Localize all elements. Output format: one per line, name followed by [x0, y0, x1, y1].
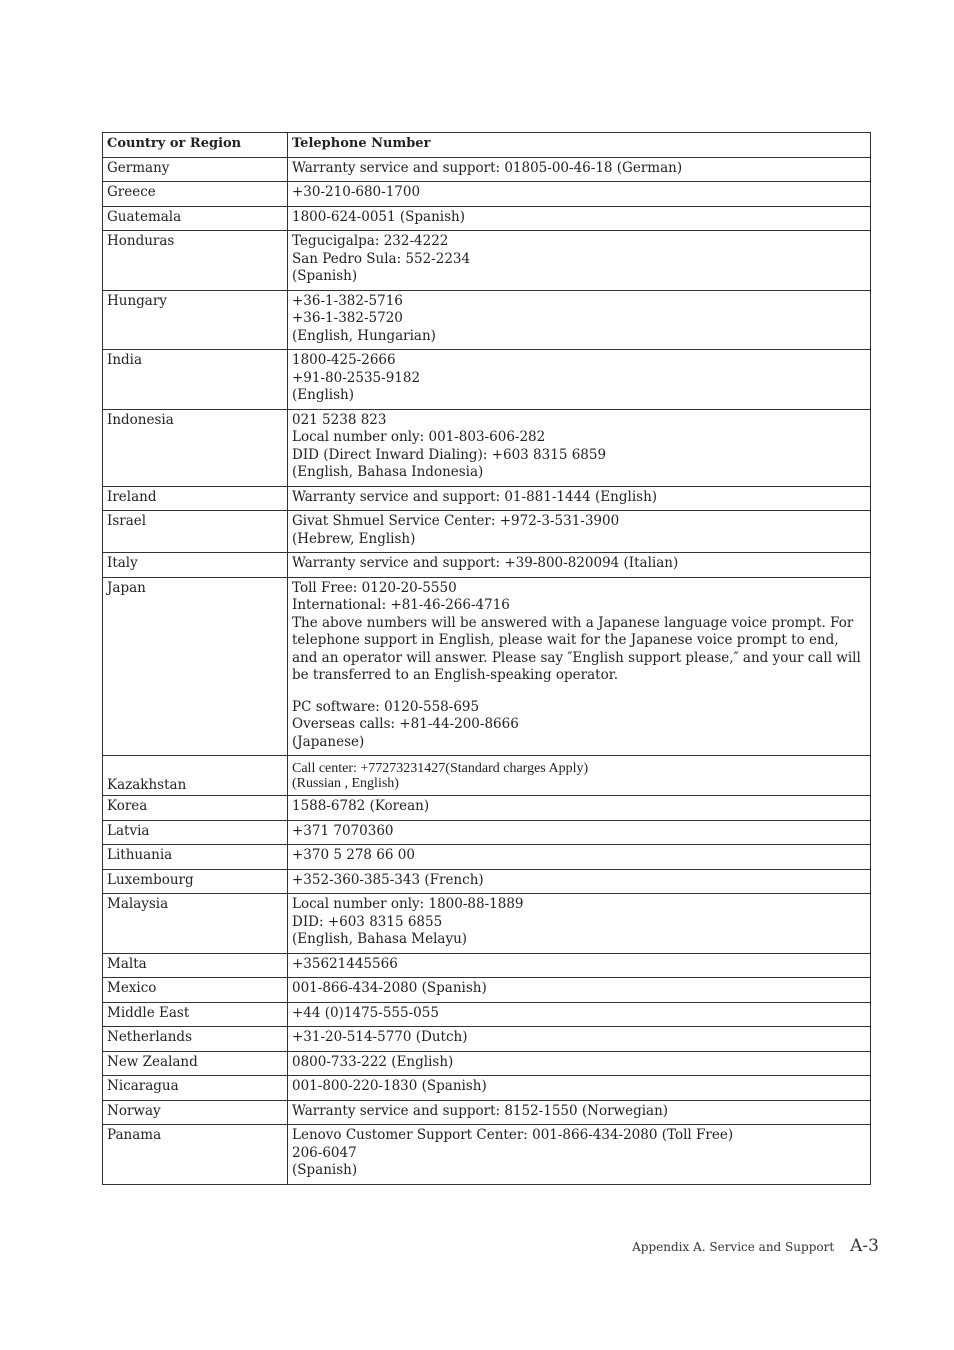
phone-cell — [288, 1076, 871, 1101]
phone-line: DID: +603 8315 6855 — [292, 913, 443, 930]
phone-line: Local number only: 001-803-606-282 — [292, 429, 546, 445]
table-row — [103, 1076, 871, 1101]
table-row — [103, 157, 871, 182]
table-row — [103, 978, 871, 1003]
phone-cell — [288, 869, 871, 894]
country-cell: Guatemala — [103, 206, 288, 231]
country-cell: Japan — [103, 577, 288, 756]
phone-cell — [288, 756, 871, 796]
phone-cell — [288, 290, 871, 350]
country-cell: India — [103, 350, 288, 410]
table-body — [103, 157, 871, 1184]
page-number: A-3 — [850, 1236, 879, 1256]
table-row — [103, 577, 871, 756]
phone-cell — [288, 953, 871, 978]
table-row — [103, 409, 871, 486]
table-row — [103, 182, 871, 207]
phone-line: Warranty service and support: 8152-1550 (Norwegian) — [292, 1102, 669, 1119]
phone-line: 1800-425-2666 — [292, 352, 396, 368]
table-row — [103, 845, 871, 870]
table-row — [103, 290, 871, 350]
table-row — [103, 756, 871, 796]
table-row — [103, 553, 871, 578]
phone-line: +91-80-2535-9182 — [292, 369, 421, 386]
country-cell: Norway — [103, 1100, 288, 1125]
country-cell: Luxembourg — [103, 869, 288, 894]
phone-line: (English, Bahasa Indonesia) — [292, 464, 484, 480]
phone-line: 021 5238 823 — [292, 411, 387, 428]
country-cell: Greece — [103, 182, 288, 207]
phone-line: 0800-733-222 (English) — [292, 1053, 454, 1070]
country-cell: Honduras — [103, 231, 288, 291]
country-cell: Mexico — [103, 978, 288, 1003]
phone-cell — [288, 182, 871, 207]
phone-line: (Hebrew, English) — [292, 530, 416, 547]
table-row — [103, 1002, 871, 1027]
phone-line: 001-800-220-1830 (Spanish) — [292, 1078, 487, 1094]
table-row — [103, 231, 871, 291]
phone-cell — [288, 978, 871, 1003]
phone-cell — [288, 1002, 871, 1027]
header-phone: Telephone Number — [288, 133, 871, 158]
phone-cell — [288, 486, 871, 511]
phone-cell — [288, 553, 871, 578]
country-cell: Israel — [103, 511, 288, 553]
phone-line: 206-6047 — [292, 1144, 357, 1161]
table-row — [103, 350, 871, 410]
phone-line: +44 (0)1475-555-055 — [292, 1004, 439, 1021]
country-cell: Kazakhstan — [103, 756, 288, 796]
phone-cell — [288, 350, 871, 410]
phone-line: Local number only: 1800-88-1889 — [292, 896, 524, 912]
phone-line: International: +81-46-266-4716 — [292, 597, 510, 613]
country-cell: Latvia — [103, 820, 288, 845]
phone-line: San Pedro Sula: 552-2234 — [292, 250, 471, 267]
phone-cell — [288, 1125, 871, 1185]
phone-line: +31-20-514-5770 (Dutch) — [292, 1029, 468, 1045]
phone-cell — [288, 820, 871, 845]
page-footer — [632, 1236, 879, 1256]
phone-cell — [288, 206, 871, 231]
phone-line: Warranty service and support: 01805-00-46-18 (German) — [292, 159, 683, 176]
country-cell: Nicaragua — [103, 1076, 288, 1101]
phone-line: +370 5 278 66 00 — [292, 847, 415, 863]
phone-line: PC software: 0120-558-695 — [292, 698, 480, 715]
table-header-row — [103, 133, 871, 158]
phone-line: 1800-624-0051 (Spanish) — [292, 208, 466, 225]
country-cell: Korea — [103, 796, 288, 821]
table-row — [103, 1125, 871, 1185]
country-cell: Lithuania — [103, 845, 288, 870]
country-cell: Malaysia — [103, 894, 288, 954]
phone-line: (English, Hungarian) — [292, 327, 436, 344]
phone-line: Tegucigalpa: 232-4222 — [292, 233, 449, 249]
phone-line: (English) — [292, 387, 354, 403]
support-phone-table — [102, 132, 871, 1185]
phone-line: 001-866-434-2080 (Spanish) — [292, 980, 487, 996]
country-cell: Indonesia — [103, 409, 288, 486]
phone-line: +30-210-680-1700 — [292, 184, 421, 200]
footer-section-title: Appendix A. Service and Support — [632, 1240, 835, 1254]
country-cell: Ireland — [103, 486, 288, 511]
phone-cell — [288, 845, 871, 870]
country-cell: Malta — [103, 953, 288, 978]
country-cell: Hungary — [103, 290, 288, 350]
country-cell: New Zealand — [103, 1051, 288, 1076]
phone-cell — [288, 894, 871, 954]
country-cell: Panama — [103, 1125, 288, 1185]
country-cell: Germany — [103, 157, 288, 182]
table-row — [103, 1100, 871, 1125]
phone-cell — [288, 511, 871, 553]
table-row — [103, 511, 871, 553]
phone-line: (English, Bahasa Melayu) — [292, 931, 468, 947]
phone-line: Toll Free: 0120-20-5550 — [292, 579, 457, 596]
phone-cell — [288, 1051, 871, 1076]
table-row — [103, 869, 871, 894]
phone-line: +371 7070360 — [292, 822, 394, 839]
phone-line: Call center: +77273231427(Standard charges Apply) — [292, 761, 589, 776]
country-cell: Netherlands — [103, 1027, 288, 1052]
phone-cell — [288, 231, 871, 291]
phone-line: (Russian , English) — [292, 776, 399, 791]
phone-cell — [288, 577, 871, 756]
table-row — [103, 1051, 871, 1076]
phone-cell — [288, 1027, 871, 1052]
table-row — [103, 206, 871, 231]
phone-line: +352-360-385-343 (French) — [292, 871, 484, 888]
phone-line: Givat Shmuel Service Center: +972-3-531-3900 — [292, 513, 620, 529]
phone-line: (Spanish) — [292, 1162, 358, 1178]
table-row — [103, 796, 871, 821]
phone-line: +36-1-382-5720 — [292, 310, 403, 326]
phone-line: +36-1-382-5716 — [292, 292, 403, 309]
phone-line: Warranty service and support: +39-800-820094 (Italian) — [292, 555, 679, 571]
phone-line: +35621445566 — [292, 955, 398, 972]
phone-cell — [288, 796, 871, 821]
country-cell: Middle East — [103, 1002, 288, 1027]
phone-line: Warranty service and support: 01-881-1444 (English) — [292, 488, 658, 505]
phone-cell — [288, 409, 871, 486]
table-row — [103, 820, 871, 845]
header-country: Country or Region — [103, 133, 288, 158]
phone-line: Lenovo Customer Support Center: 001-866-434-2080 (Toll Free) — [292, 1127, 734, 1143]
table-row — [103, 1027, 871, 1052]
table-row — [103, 953, 871, 978]
phone-line: 1588-6782 (Korean) — [292, 798, 430, 814]
phone-cell — [288, 157, 871, 182]
country-cell: Italy — [103, 553, 288, 578]
table-row — [103, 486, 871, 511]
phone-line: The above numbers will be answered with a Japanese language voice prompt. For telephone support in English, please wait for the Japanese voice prompt to end, and an operator will answer. Please say ″English support please,″ and your call will be transferred to an English-speaking operator. — [292, 614, 866, 683]
phone-line: Overseas calls: +81-44-200-8666 — [292, 716, 519, 732]
phone-cell — [288, 1100, 871, 1125]
phone-line: DID (Direct Inward Dialing): +603 8315 6859 — [292, 446, 607, 463]
table-row — [103, 894, 871, 954]
phone-line: (Japanese) — [292, 733, 365, 750]
phone-line: (Spanish) — [292, 268, 358, 284]
